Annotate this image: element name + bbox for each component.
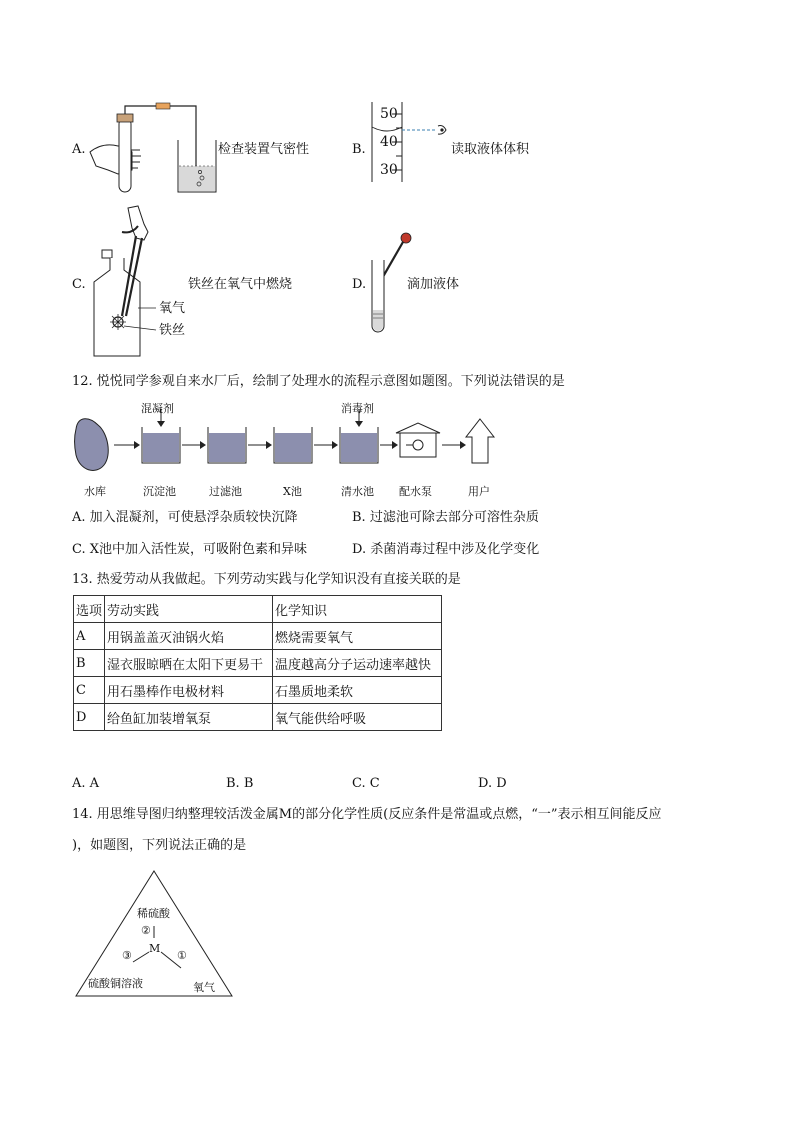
airtightness-apparatus-figure	[88, 100, 228, 195]
stage-reservoir: 水库	[84, 485, 106, 498]
q13-table	[73, 595, 442, 731]
header-option: 选项	[74, 596, 105, 623]
q13-option-b[interactable]: B. B	[226, 776, 254, 791]
node-copper-sulfate: 硫酸铜溶液	[88, 977, 143, 990]
cell: 燃烧需要氧气	[273, 623, 442, 650]
water-treatment-flow-diagram	[70, 403, 510, 483]
cell: 温度越高分子运动速率越快	[273, 650, 442, 677]
q13-option-a[interactable]: A. A	[72, 776, 100, 791]
scale-50: 50	[380, 106, 398, 122]
stage-pump: 配水泵	[399, 485, 432, 498]
header-knowledge: 化学知识	[273, 596, 442, 623]
q12-option-c[interactable]: C. X池中加入活性炭，可吸附色素和异味	[72, 542, 308, 557]
iron-wire-label: 铁丝	[159, 323, 186, 338]
table-row	[74, 677, 442, 704]
q12-option-b[interactable]: B. 过滤池可除去部分可溶性杂质	[352, 510, 539, 525]
scale-40: 40	[380, 134, 398, 150]
table-header-row	[74, 596, 442, 623]
q12-stem: 12. 悦悦同学参观自来水厂后，绘制了处理水的流程示意图如题图。下列说法错误的是	[72, 374, 565, 389]
q14-stem-line2: )，如题图，下列说法正确的是	[72, 838, 247, 853]
cell: A	[74, 623, 105, 650]
cell: 石墨质地柔软	[273, 677, 442, 704]
header-practice: 劳动实践	[105, 596, 273, 623]
option-d-letter: D.	[352, 277, 367, 292]
coagulant-label: 混凝剂	[141, 402, 174, 415]
option-d-caption: 滴加液体	[407, 277, 460, 292]
number-1: ①	[177, 949, 187, 962]
option-c-letter: C.	[72, 277, 86, 292]
q13-option-d[interactable]: D. D	[478, 776, 507, 791]
cell: D	[74, 704, 105, 731]
table-row	[74, 623, 442, 650]
q13-option-c[interactable]: C. C	[352, 776, 380, 791]
node-m: M	[149, 942, 161, 955]
stage-filter: 过滤池	[209, 485, 242, 498]
option-b-caption: 读取液体体积	[451, 142, 530, 157]
node-oxygen: 氧气	[193, 981, 215, 994]
cell: 湿衣服晾晒在太阳下更易干	[105, 650, 273, 677]
cell: B	[74, 650, 105, 677]
table-row	[74, 650, 442, 677]
option-a-caption: 检查装置气密性	[218, 142, 310, 157]
option-c-caption: 铁丝在氧气中燃烧	[188, 277, 293, 292]
stage-clear-water: 清水池	[341, 485, 374, 498]
number-3: ③	[122, 949, 132, 962]
number-2: ②	[141, 924, 151, 937]
stage-sedimentation: 沉淀池	[143, 485, 176, 498]
disinfectant-label: 消毒剂	[341, 402, 374, 415]
table-row	[74, 704, 442, 731]
stage-user: 用户	[468, 485, 490, 498]
cell: 氧气能供给呼吸	[273, 704, 442, 731]
option-a-letter: A.	[72, 142, 86, 157]
oxygen-label: 氧气	[159, 301, 186, 316]
cell: 用石墨棒作电极材料	[105, 677, 273, 704]
q14-stem-line1: 14. 用思维导图归纳整理较活泼金属M的部分化学性质(反应条件是常温或点燃，“一”表示相互间能反应	[72, 807, 662, 822]
cell: C	[74, 677, 105, 704]
option-b-letter: B.	[352, 142, 366, 157]
q12-option-d[interactable]: D. 杀菌消毒过程中涉及化学变化	[352, 542, 540, 557]
node-sulfuric-acid: 稀硫酸	[137, 907, 170, 920]
stage-x: X池	[283, 485, 302, 498]
q13-stem: 13. 热爱劳动从我做起。下列劳动实践与化学知识没有直接关联的是	[72, 572, 461, 587]
scale-30: 30	[380, 162, 398, 178]
cell: 给鱼缸加装增氧泵	[105, 704, 273, 731]
cell: 用锅盖盖灭油锅火焰	[105, 623, 273, 650]
q12-option-a[interactable]: A. 加入混凝剂，可使悬浮杂质较快沉降	[72, 510, 298, 525]
